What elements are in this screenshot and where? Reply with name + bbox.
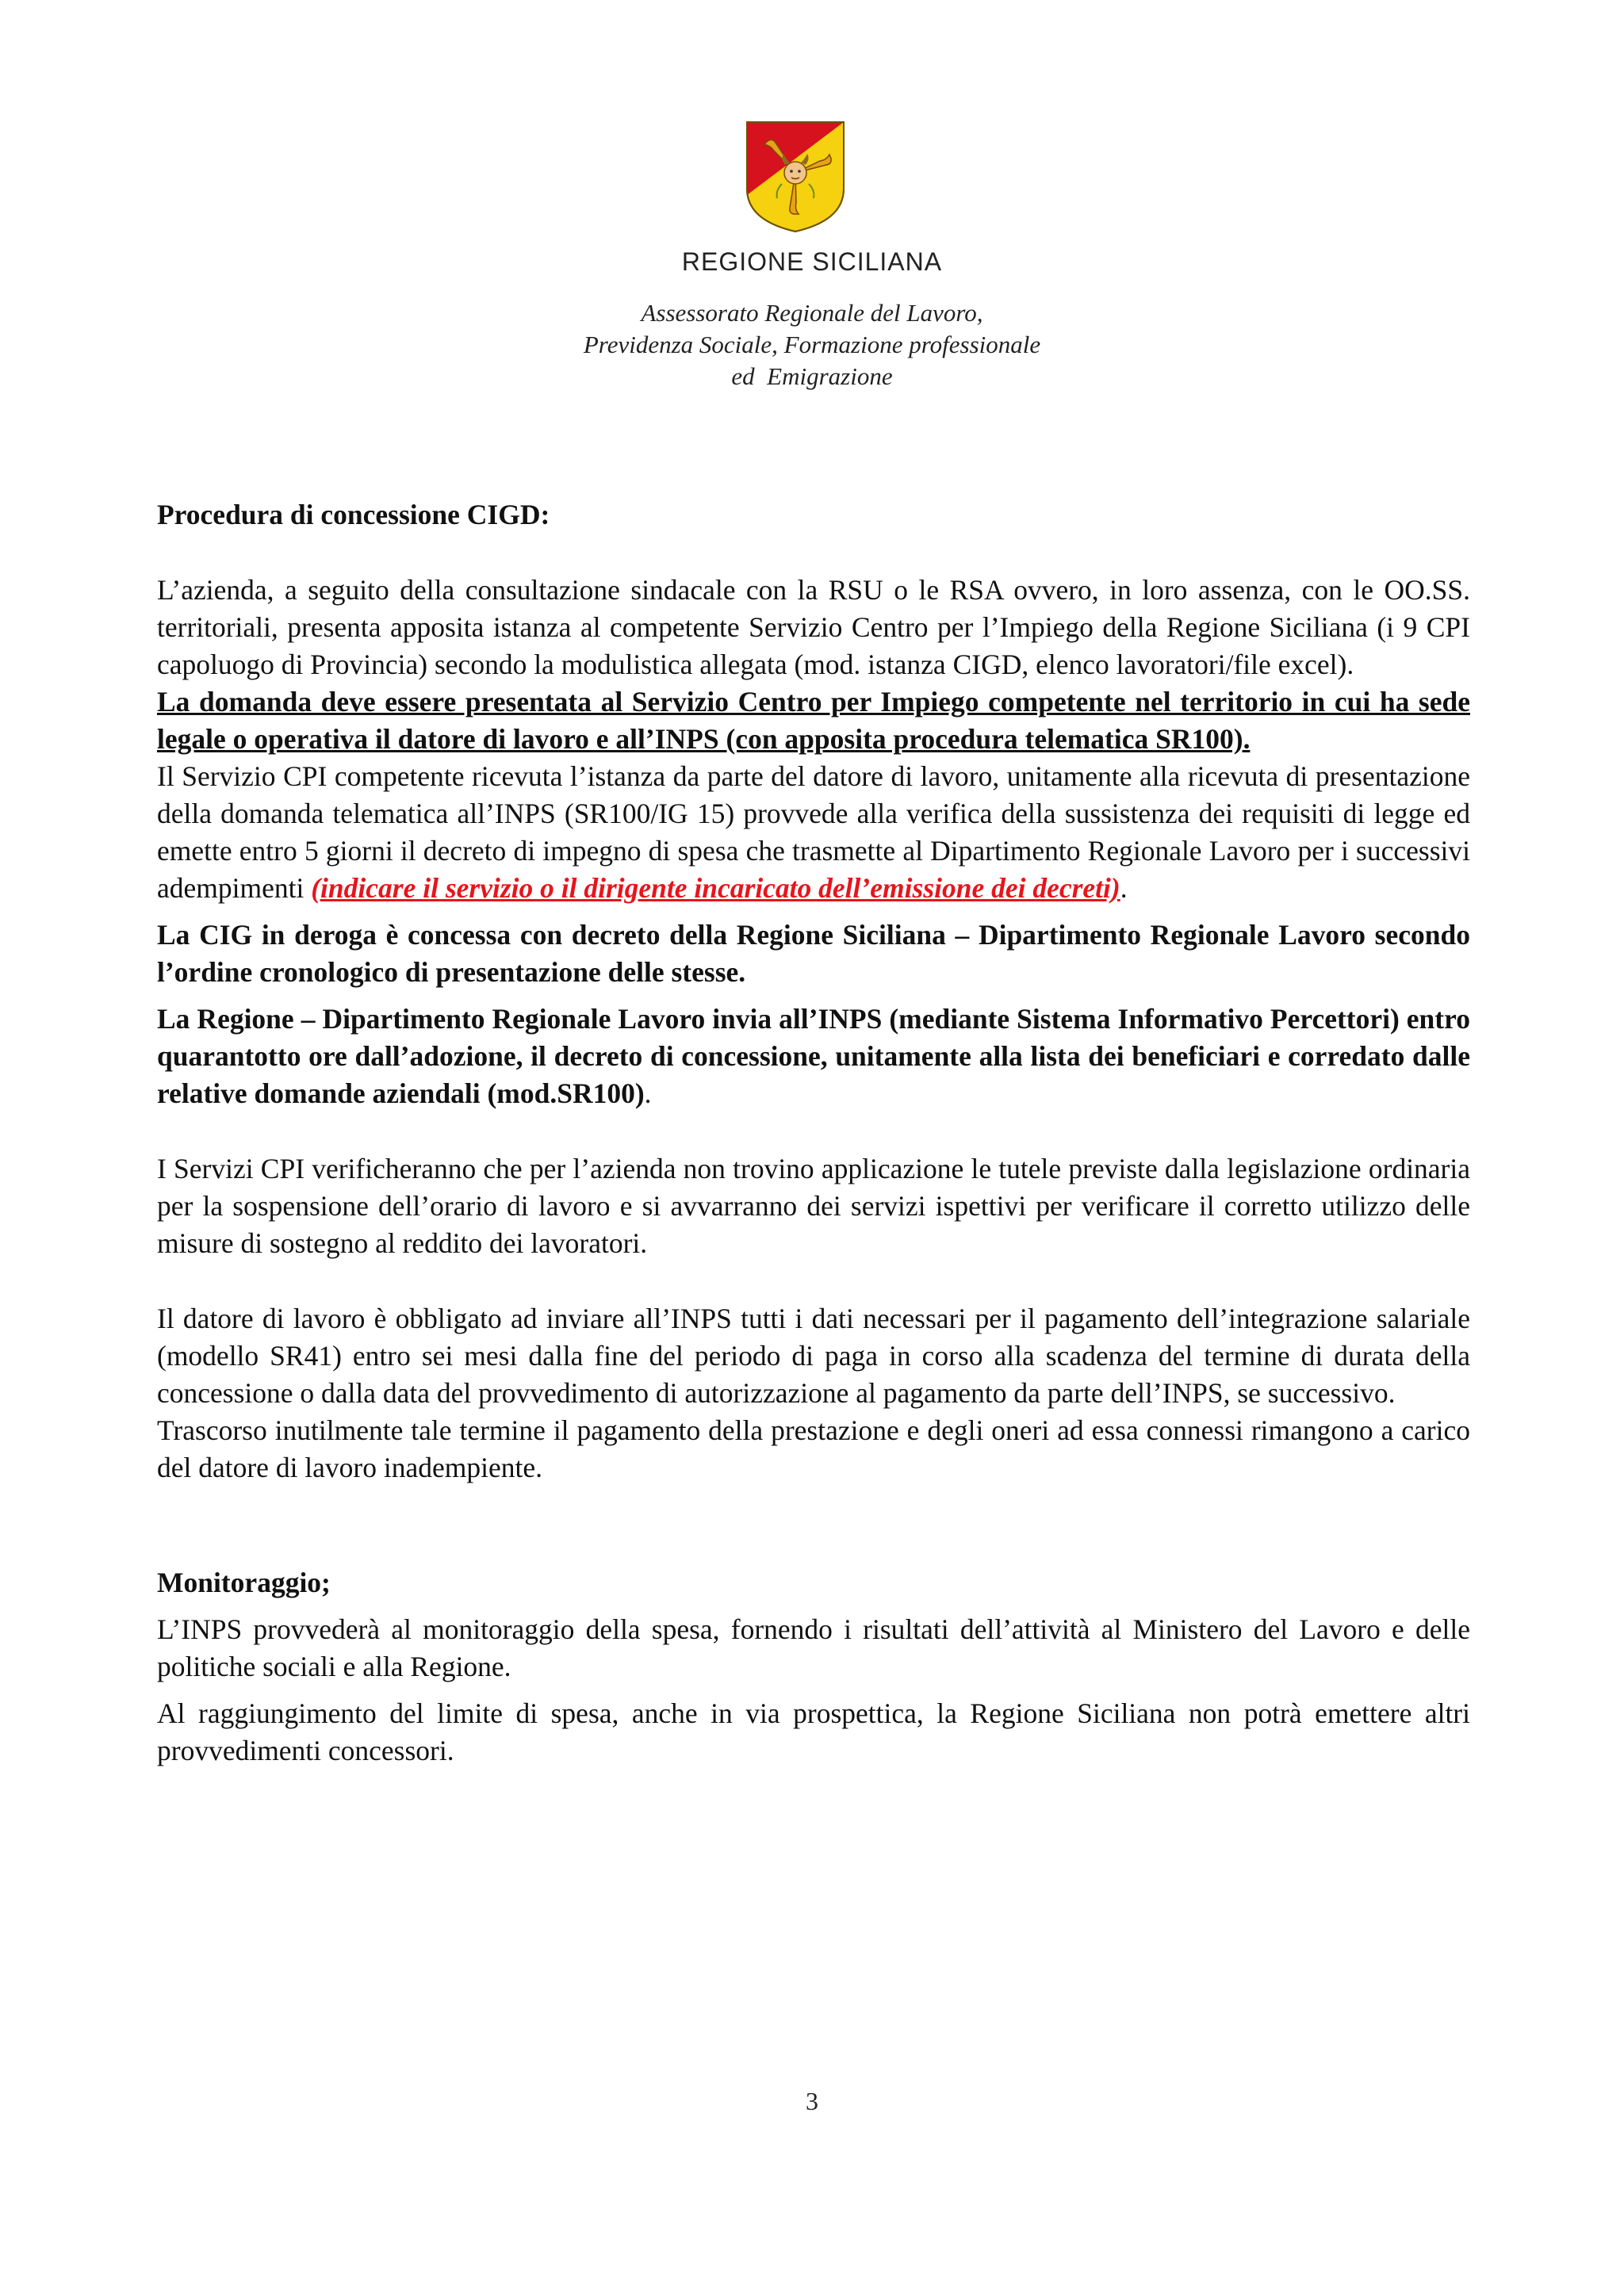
trinacria-emblem-icon [744,119,847,234]
assessorato-line-2: Previdenza Sociale, Formazione professionale [583,331,1041,358]
paragraph-istanza: L’azienda, a seguito della consultazione sindacale con la RSU o le RSA ovvero, in loro assenza, con le OO.SS. territoriali, presenta apposita istanza al competente Servizio Centro per l’Impiego della Regione Siciliana (i 9 CPI capoluogo di Provincia) secondo la modulistica allegata (mod. istanza CIGD, elenco lavoratori/file excel). [157,574,1470,680]
region-name: REGIONE SICILIANA [681,247,943,276]
paragraph-servizio-cpi-text: Il Servizio CPI competente ricevuta l’istanza da parte del datore di lavoro, unitamente alla ricevuta di presentazione della domanda telematica all’INPS (SR100/IG 15) provvede alla verifica della sussistenza dei requisiti di legge ed emette entro 5 giorni il decreto di impegno di spesa che trasmette al Dipartimento Regionale Lavoro per i successivi adempimenti [157,760,1470,904]
paragraph-limite-spesa: Al raggiungimento del limite di spesa, anche in via prospettica, la Regione Siciliana non potrà emettere altri provvedimenti concessori. [157,1697,1470,1766]
paragraph-servizio-cpi-end: . [1120,872,1128,904]
paragraph-datore-obbligato: Il datore di lavoro è obbligato ad inviare all’INPS tutti i dati necessari per il pagamento dell’integrazione salariale (modello SR41) entro sei mesi dalla fine del periodo di paga in corso alla scadenza del termine di durata della concessione o dalla data del provvedimento di autorizzazione al pagamento da parte dell’INPS, se successivo. [157,1303,1470,1409]
section-heading-monitoraggio: Monitoraggio; [157,1567,331,1598]
document-body [157,496,1470,1770]
red-note-dirigente: (indicare il servizio o il dirigente incaricato dell’emissione dei decreti) [311,872,1120,904]
page-number: 3 [806,2087,818,2115]
paragraph-trascorso: Trascorso inutilmente tale termine il pagamento della prestazione e degli oneri ad essa connessi rimangono a carico del datore di lavoro inadempiente. [157,1414,1470,1483]
paragraph-regione-invia-text: La Regione – Dipartimento Regionale Lavoro invia all’INPS (mediante Sistema Informativo Percettori) entro quarantotto ore dall’adozione, il decreto di concessione, unitamente alla lista dei beneficiari e corredato dalle relative domande aziendali (mod.SR100) [157,1003,1470,1109]
section-heading-cigd: Procedura di concessione CIGD: [157,499,550,530]
paragraph-domanda: La domanda deve essere presentata al Servizio Centro per Impiego competente nel territorio in cui ha sede legale o operativa il datore di lavoro e all’INPS (con apposita procedura telematica SR100). [157,686,1470,755]
paragraph-servizi-cpi-verifica: I Servizi CPI verificheranno che per l’azienda non trovino applicazione le tutele previste dalla legislazione ordinaria per la sospensione dell’orario di lavoro e si avvarranno dei servizi ispettivi per verificare il corretto utilizzo delle misure di sostegno al reddito dei lavoratori. [157,1153,1470,1259]
assessorato-line-3: ed Emigrazione [731,362,893,390]
assessorato-title [0,297,1624,392]
paragraph-inps-monitoraggio: L’INPS provvederà al monitoraggio della spesa, fornendo i risultati dell’attività al Ministero del Lavoro e delle politiche sociali e alla Regione. [157,1613,1470,1682]
paragraph-regione-invia [157,1001,1470,1112]
paragraph-servizio-cpi [157,758,1470,907]
paragraph-cig-deroga: La CIG in deroga è concessa con decreto della Regione Siciliana – Dipartimento Regionale Lavoro secondo l’ordine cronologico di presentazione delle stesse. [157,919,1470,988]
paragraph-regione-invia-end: . [644,1077,652,1109]
assessorato-line-1: Assessorato Regionale del Lavoro, [641,299,983,327]
regione-siciliana-emblem [744,119,847,234]
